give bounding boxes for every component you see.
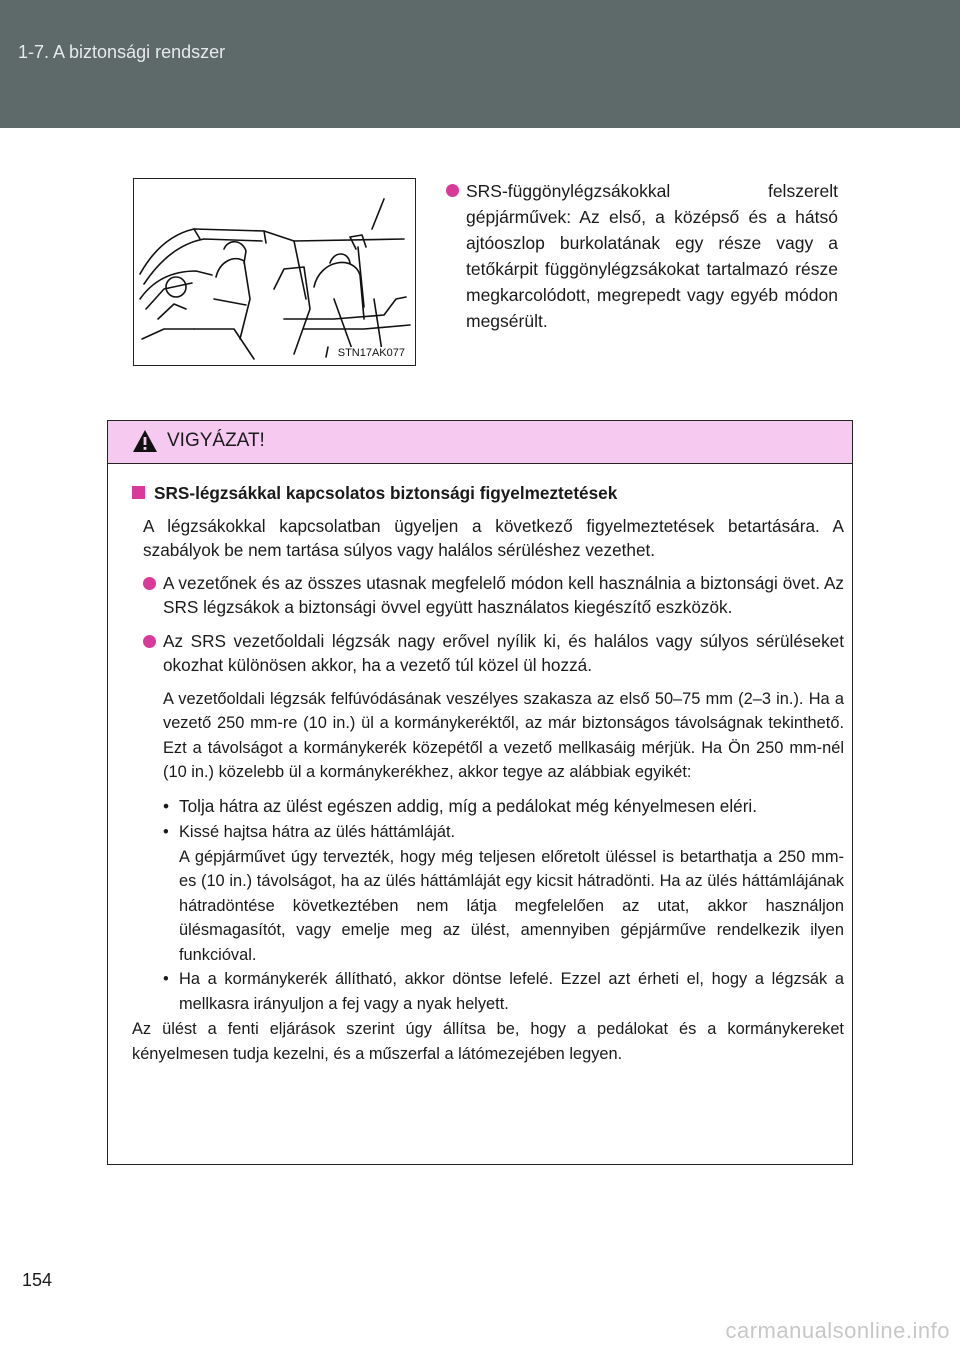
list-item-text: A vezetőnek és az összes utasnak megfelelő módon kell használnia a biztonsági övet. Az SRS légzsákok a biztonsági övvel együtt használatos kiegészítő eszközök. <box>163 572 844 617</box>
dot-list-item: • Kissé hajtsa hátra az ülés háttámláját. <box>163 823 456 841</box>
dot-item-text: Ha a kormánykerék állítható, akkor döntse lefelé. Ezzel azt érheti el, hogy a légzsák a mellkasra irányuljon a fej vagy a nyak helyett. <box>179 970 844 1013</box>
list-item-text: Az SRS vezetőoldali légzsák nagy erővel nyílik ki, és halálos vagy súlyos sérüléseket okozhat különösen akkor, ha a vezető túl közel ül hozzá. <box>163 630 844 675</box>
page-number: 154 <box>22 1270 53 1290</box>
section-title: 1-7. A biztonsági rendszer <box>18 42 226 62</box>
car-interior-drawing <box>134 179 415 365</box>
detail-paragraph: A vezetőoldali légzsák felfúvódásának veszélyes szakasza az első 50–75 mm (2–3 in.). Ha a vezető 250 mm-re (10 in.) ül a kormánykeréktől, az már biztonságos távolságnak tekinthető. Ezt a távolságot a kormánykerék közepétől a vezető mellkasáig mérjük. Ha Ön 250 mm-nél (10 in.) közelebb ül a kormánykerékhez, akkor tegye az alábbiak egyikét: <box>163 689 844 781</box>
warning-title: VIGYÁZAT! <box>167 430 265 451</box>
warning-section-title: SRS-légzsákkal kapcsolatos biztonsági figyelmeztetések <box>154 483 618 503</box>
list-item <box>132 571 844 620</box>
dot-list-item: • Ha a kormánykerék állítható, akkor döntse lefelé. Ezzel azt érheti el, hogy a légzsák a mellkasra irányuljon a fej vagy a nyak helyett. <box>163 970 844 1013</box>
page-header <box>0 0 960 128</box>
side-note <box>446 178 838 334</box>
dot-item-text: Tolja hátra az ülést egészen addig, míg a pedálokat még kényelmesen eléri. <box>179 795 758 816</box>
warning-body <box>132 481 844 1066</box>
list-item <box>132 629 844 678</box>
warning-final-paragraph: Az ülést a fenti eljárások szerint úgy állítsa be, hogy a pedálokat és a kormánykereket kényelmesen tudja kezelni, és a műszerfal a látómezejében legyen. <box>132 1020 844 1063</box>
bullet-icon <box>143 635 156 648</box>
square-bullet-icon <box>132 486 145 499</box>
dot-item-continuation: A gépjárművet úgy tervezték, hogy még teljesen előretolt üléssel is betarthatja a 250 mm-es (10 in.) távolságot, ha az ülés háttámláját egy kicsit hátradönti. Ha az ülés háttámlájának hátradöntése következtében nem látja megfelelően az utat, akkor használjon ülésmagasítót, vagy emelje meg az ülést, amennyiben gépjárműve rendelkezik ilyen funkcióval. <box>179 847 844 964</box>
dot-item-text: Kissé hajtsa hátra az ülés háttámláját. <box>179 823 456 841</box>
bullet-icon <box>446 184 459 197</box>
dot-list-item: • Tolja hátra az ülést egészen addig, míg a pedálokat még kényelmesen eléri. <box>163 795 758 816</box>
warning-intro: A légzsákokkal kapcsolatban ügyeljen a következő figyelmeztetések betartására. A szabályok be nem tartása súlyos vagy halálos sérüléshez vezethet. <box>143 515 844 560</box>
warning-header <box>108 421 852 464</box>
figure-code: STN17AK077 <box>337 347 405 359</box>
side-note-text: SRS-függönylégzsákokkal felszerelt gépjárművek: Az első, a középső és a hátsó ajtóoszlop burkolatának egy része vagy a tetőkárpit függönylégzsákokat tartalmazó része megkarcolódott, megrepedt vagy egyéb módon megsérült. <box>466 181 838 331</box>
warning-triangle-icon <box>132 429 158 453</box>
illustration-car-interior <box>133 178 416 366</box>
watermark: carmanualsonline.info <box>725 1318 950 1343</box>
bullet-icon <box>143 577 156 590</box>
warning-section-heading <box>132 481 844 506</box>
warning-box <box>107 420 853 1165</box>
